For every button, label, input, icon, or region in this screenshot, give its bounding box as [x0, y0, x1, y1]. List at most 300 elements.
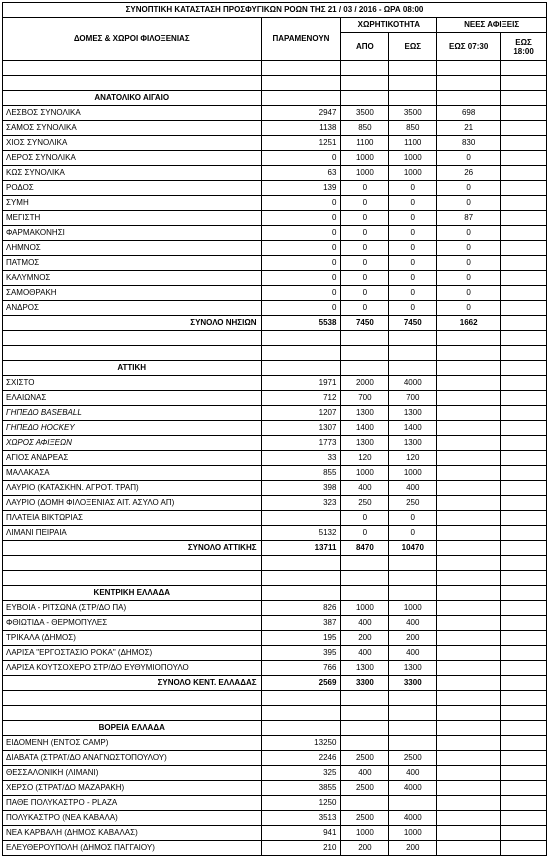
blank-cell	[501, 586, 547, 601]
blank-row	[3, 571, 547, 586]
capacity-from-value: 3500	[341, 106, 389, 121]
header-row-1	[3, 18, 547, 33]
arrivals-1800-value	[501, 676, 547, 691]
facility-name: ΜΕΓΙΣΤΗ	[3, 211, 262, 226]
facility-name: ΠΑΤΜΟΣ	[3, 256, 262, 271]
remaining-value: 13250	[261, 736, 341, 751]
capacity-from-value: 120	[341, 451, 389, 466]
capacity-from-value: 250	[341, 496, 389, 511]
arrivals-0730-value: 87	[437, 211, 501, 226]
table-row	[3, 526, 547, 541]
arrivals-0730-value	[437, 826, 501, 841]
capacity-to-value: 0	[389, 301, 437, 316]
table-row	[3, 841, 547, 856]
arrivals-1800-value	[501, 376, 547, 391]
blank-cell	[261, 91, 341, 106]
section-header-row	[3, 361, 547, 376]
arrivals-1800-value	[501, 766, 547, 781]
table-row	[3, 166, 547, 181]
capacity-from-value	[341, 796, 389, 811]
capacity-to-value: 0	[389, 511, 437, 526]
facility-name: ΕΛΑΙΩΝΑΣ	[3, 391, 262, 406]
sheet-title: ΣΥΝΟΠΤΙΚΗ ΚΑΤΑΣΤΑΣΗ ΠΡΟΣΦΥΓΙΚΩΝ ΡΟΩΝ ΤΗΣ 21 / 03 / 2016 - ΩΡΑ 08:00	[3, 3, 547, 18]
table-row	[3, 406, 547, 421]
facility-name: ΓΗΠΕΔΟ HOCKEY	[3, 421, 262, 436]
blank-cell	[437, 721, 501, 736]
arrivals-1800-value	[501, 751, 547, 766]
facility-name: ΕΥΒΟΙΑ - ΡΙΤΣΩΝΑ (ΣΤΡ/ΔΟ ΠΑ)	[3, 601, 262, 616]
capacity-from-value: 1300	[341, 661, 389, 676]
blank-cell	[3, 346, 262, 361]
remaining-value: 1307	[261, 421, 341, 436]
capacity-to-value: 0	[389, 181, 437, 196]
facility-name: ΛΑΥΡΙΟ (ΔΟΜΗ ΦΙΛΟΞΕΝΙΑΣ ΑΙΤ. ΑΣΥΛΟ ΑΠ)	[3, 496, 262, 511]
remaining-value: 1773	[261, 436, 341, 451]
arrivals-1800-value	[501, 391, 547, 406]
arrivals-0730-value	[437, 796, 501, 811]
arrivals-1800-value	[501, 181, 547, 196]
remaining-value: 0	[261, 151, 341, 166]
table-row	[3, 751, 547, 766]
arrivals-0730-value	[437, 376, 501, 391]
facility-name: ΝΕΑ ΚΑΡΒΑΛΗ (ΔΗΜΟΣ ΚΑΒΑΛΑΣ)	[3, 826, 262, 841]
blank-cell	[501, 91, 547, 106]
facility-name: ΣΧΙΣΤΟ	[3, 376, 262, 391]
blank-cell	[3, 76, 262, 91]
arrivals-1800-value	[501, 526, 547, 541]
blank-cell	[261, 556, 341, 571]
header-until-0730: ΕΩΣ 07:30	[437, 33, 501, 61]
remaining-value	[261, 511, 341, 526]
remaining-value: 63	[261, 166, 341, 181]
facility-name: ΕΛΕΥΘΕΡΟΥΠΟΛΗ (ΔΗΜΟΣ ΠΑΓΓΑΙΟΥ)	[3, 841, 262, 856]
blank-cell	[3, 61, 262, 76]
capacity-from-value: 1000	[341, 601, 389, 616]
arrivals-1800-value	[501, 511, 547, 526]
facility-name: ΛΕΣΒΟΣ ΣΥΝΟΛΙΚΑ	[3, 106, 262, 121]
blank-cell	[437, 571, 501, 586]
remaining-value: 1251	[261, 136, 341, 151]
facility-name: ΚΑΛΥΜΝΟΣ	[3, 271, 262, 286]
arrivals-1800-value	[501, 481, 547, 496]
arrivals-0730-value: 0	[437, 196, 501, 211]
blank-cell	[501, 346, 547, 361]
arrivals-1800-value	[501, 736, 547, 751]
capacity-from-value: 1000	[341, 166, 389, 181]
arrivals-1800-value	[501, 661, 547, 676]
capacity-from-value: 1300	[341, 436, 389, 451]
capacity-from-value: 0	[341, 211, 389, 226]
facility-name: ΛΑΡΙΣΑ "ΕΡΓΟΣΤΑΣΙΟ ΡΟΚΑ" (ΔΗΜΟΣ)	[3, 646, 262, 661]
table-row	[3, 151, 547, 166]
blank-cell	[261, 61, 341, 76]
remaining-value: 712	[261, 391, 341, 406]
capacity-to-value: 7450	[389, 316, 437, 331]
blank-cell	[437, 691, 501, 706]
remaining-value: 3855	[261, 781, 341, 796]
table-row	[3, 391, 547, 406]
remaining-value: 0	[261, 241, 341, 256]
capacity-to-value: 200	[389, 631, 437, 646]
blank-cell	[501, 556, 547, 571]
capacity-to-value: 400	[389, 646, 437, 661]
section-header-row	[3, 586, 547, 601]
capacity-to-value: 120	[389, 451, 437, 466]
blank-cell	[3, 556, 262, 571]
capacity-from-value: 0	[341, 226, 389, 241]
total-row	[3, 541, 547, 556]
blank-cell	[341, 76, 389, 91]
arrivals-0730-value	[437, 496, 501, 511]
blank-cell	[389, 556, 437, 571]
facility-name: ΑΝΔΡΟΣ	[3, 301, 262, 316]
table-row	[3, 451, 547, 466]
blank-cell	[501, 691, 547, 706]
remaining-value: 13711	[261, 541, 341, 556]
blank-cell	[341, 691, 389, 706]
arrivals-1800-value	[501, 136, 547, 151]
arrivals-1800-value	[501, 151, 547, 166]
remaining-value: 387	[261, 616, 341, 631]
remaining-value: 2947	[261, 106, 341, 121]
remaining-value: 0	[261, 226, 341, 241]
capacity-to-value: 400	[389, 766, 437, 781]
arrivals-0730-value	[437, 421, 501, 436]
capacity-to-value	[389, 796, 437, 811]
table-row	[3, 661, 547, 676]
table-row	[3, 781, 547, 796]
table-row	[3, 181, 547, 196]
capacity-from-value	[341, 736, 389, 751]
arrivals-1800-value	[501, 646, 547, 661]
remaining-value: 0	[261, 271, 341, 286]
arrivals-0730-value	[437, 391, 501, 406]
arrivals-1800-value	[501, 226, 547, 241]
arrivals-0730-value: 26	[437, 166, 501, 181]
section-title: ΑΤΤΙΚΗ	[3, 361, 262, 376]
facility-name: ΚΩΣ ΣΥΝΟΛΙΚΑ	[3, 166, 262, 181]
capacity-from-value: 400	[341, 481, 389, 496]
arrivals-0730-value: 0	[437, 301, 501, 316]
capacity-to-value: 1300	[389, 436, 437, 451]
section-header-row	[3, 91, 547, 106]
blank-cell	[501, 361, 547, 376]
table-row	[3, 811, 547, 826]
arrivals-0730-value: 698	[437, 106, 501, 121]
blank-cell	[501, 721, 547, 736]
arrivals-1800-value	[501, 196, 547, 211]
remaining-value: 1971	[261, 376, 341, 391]
table-row	[3, 196, 547, 211]
remaining-value: 0	[261, 301, 341, 316]
remaining-value: 1138	[261, 121, 341, 136]
remaining-value: 33	[261, 451, 341, 466]
blank-cell	[501, 61, 547, 76]
blank-cell	[389, 61, 437, 76]
table-row	[3, 256, 547, 271]
arrivals-0730-value	[437, 541, 501, 556]
remaining-value: 195	[261, 631, 341, 646]
facility-name: ΔΙΑΒΑΤΑ (ΣΤΡΑΤ/ΔΟ ΑΝΑΓΝΩΣΤΟΠΟΥΛΟΥ)	[3, 751, 262, 766]
arrivals-1800-value	[501, 241, 547, 256]
blank-cell	[261, 361, 341, 376]
capacity-to-value: 1300	[389, 661, 437, 676]
arrivals-0730-value: 0	[437, 256, 501, 271]
arrivals-1800-value	[501, 421, 547, 436]
blank-cell	[389, 331, 437, 346]
arrivals-1800-value	[501, 301, 547, 316]
blank-cell	[341, 721, 389, 736]
remaining-value: 0	[261, 286, 341, 301]
facility-name: ΓΗΠΕΔΟ BASEBALL	[3, 406, 262, 421]
capacity-to-value: 3300	[389, 676, 437, 691]
remaining-value: 855	[261, 466, 341, 481]
blank-row	[3, 691, 547, 706]
capacity-from-value: 1000	[341, 826, 389, 841]
blank-cell	[341, 706, 389, 721]
capacity-from-value: 400	[341, 646, 389, 661]
facility-name: ΜΑΛΑΚΑΣΑ	[3, 466, 262, 481]
blank-row	[3, 61, 547, 76]
facility-name: ΘΕΣΣΑΛΟΝΙΚΗ (ΛΙΜΑΝΙ)	[3, 766, 262, 781]
title-row	[3, 3, 547, 18]
arrivals-0730-value	[437, 646, 501, 661]
total-row	[3, 676, 547, 691]
capacity-from-value: 0	[341, 271, 389, 286]
capacity-from-value: 1000	[341, 466, 389, 481]
arrivals-0730-value	[437, 511, 501, 526]
facility-name: ΛΑΥΡΙΟ (ΚΑΤΑΣΚΗΝ. ΑΓΡΟΤ. ΤΡΑΠ)	[3, 481, 262, 496]
arrivals-0730-value: 0	[437, 151, 501, 166]
arrivals-0730-value	[437, 841, 501, 856]
remaining-value: 139	[261, 181, 341, 196]
facility-name: ΣΑΜΟΘΡΑΚΗ	[3, 286, 262, 301]
remaining-value: 5132	[261, 526, 341, 541]
remaining-value: 210	[261, 841, 341, 856]
arrivals-0730-value	[437, 676, 501, 691]
capacity-from-value: 2000	[341, 376, 389, 391]
blank-cell	[389, 76, 437, 91]
blank-cell	[437, 556, 501, 571]
capacity-to-value: 10470	[389, 541, 437, 556]
blank-cell	[501, 331, 547, 346]
capacity-from-value: 0	[341, 196, 389, 211]
remaining-value: 2246	[261, 751, 341, 766]
arrivals-1800-value	[501, 616, 547, 631]
arrivals-1800-value	[501, 106, 547, 121]
section-title: ΚΕΝΤΡΙΚΗ ΕΛΛΑΔΑ	[3, 586, 262, 601]
capacity-to-value: 1000	[389, 151, 437, 166]
capacity-from-value: 1000	[341, 151, 389, 166]
section-header-row	[3, 721, 547, 736]
blank-cell	[389, 91, 437, 106]
arrivals-0730-value	[437, 766, 501, 781]
facility-name: ΛΙΜΑΝΙ ΠΕΙΡΑΙΑ	[3, 526, 262, 541]
blank-cell	[389, 571, 437, 586]
capacity-from-value: 400	[341, 616, 389, 631]
arrivals-0730-value: 0	[437, 181, 501, 196]
blank-cell	[437, 91, 501, 106]
blank-cell	[261, 331, 341, 346]
capacity-from-value: 0	[341, 511, 389, 526]
capacity-to-value: 0	[389, 211, 437, 226]
header-facilities: ΔΟΜΕΣ & ΧΩΡΟΙ ΦΙΛΟΞΕΝΙΑΣ	[3, 18, 262, 61]
table-row	[3, 301, 547, 316]
arrivals-1800-value	[501, 541, 547, 556]
arrivals-0730-value: 0	[437, 271, 501, 286]
capacity-from-value: 7450	[341, 316, 389, 331]
table-row	[3, 436, 547, 451]
arrivals-1800-value	[501, 496, 547, 511]
blank-cell	[261, 721, 341, 736]
arrivals-1800-value	[501, 286, 547, 301]
blank-cell	[389, 691, 437, 706]
blank-cell	[341, 361, 389, 376]
table-row	[3, 766, 547, 781]
arrivals-0730-value	[437, 616, 501, 631]
arrivals-1800-value	[501, 166, 547, 181]
facility-name: ΦΑΡΜΑΚΟΝΗΣΙ	[3, 226, 262, 241]
facility-name: ΡΟΔΟΣ	[3, 181, 262, 196]
blank-cell	[261, 571, 341, 586]
arrivals-0730-value	[437, 481, 501, 496]
table-row	[3, 511, 547, 526]
facility-name: ΕΙΔΟΜΕΝΗ (ΕΝΤΟΣ CAMP)	[3, 736, 262, 751]
blank-cell	[437, 361, 501, 376]
capacity-to-value: 0	[389, 271, 437, 286]
arrivals-0730-value	[437, 526, 501, 541]
remaining-value: 3513	[261, 811, 341, 826]
arrivals-1800-value	[501, 631, 547, 646]
facility-name: ΣΥΜΗ	[3, 196, 262, 211]
capacity-to-value: 0	[389, 226, 437, 241]
capacity-to-value: 1000	[389, 166, 437, 181]
blank-cell	[437, 61, 501, 76]
table-row	[3, 736, 547, 751]
remaining-value: 826	[261, 601, 341, 616]
arrivals-0730-value	[437, 751, 501, 766]
arrivals-0730-value	[437, 631, 501, 646]
capacity-to-value: 200	[389, 841, 437, 856]
facility-name: ΛΕΡΟΣ ΣΥΝΟΛΙΚΑ	[3, 151, 262, 166]
capacity-to-value: 0	[389, 241, 437, 256]
capacity-from-value: 200	[341, 841, 389, 856]
capacity-from-value: 0	[341, 241, 389, 256]
blank-row	[3, 556, 547, 571]
capacity-from-value: 3300	[341, 676, 389, 691]
remaining-value: 0	[261, 211, 341, 226]
facility-name: ΧΙΟΣ ΣΥΝΟΛΙΚΑ	[3, 136, 262, 151]
capacity-to-value: 1000	[389, 601, 437, 616]
blank-cell	[3, 331, 262, 346]
blank-cell	[501, 706, 547, 721]
blank-cell	[437, 346, 501, 361]
remaining-value: 325	[261, 766, 341, 781]
header-until-1800: ΕΩΣ 18:00	[501, 33, 547, 61]
arrivals-1800-value	[501, 811, 547, 826]
blank-cell	[437, 586, 501, 601]
capacity-from-value: 1400	[341, 421, 389, 436]
capacity-to-value: 2500	[389, 751, 437, 766]
blank-cell	[437, 76, 501, 91]
blank-cell	[341, 331, 389, 346]
table-row	[3, 421, 547, 436]
capacity-to-value: 4000	[389, 781, 437, 796]
capacity-to-value: 1400	[389, 421, 437, 436]
capacity-to-value: 250	[389, 496, 437, 511]
arrivals-0730-value: 0	[437, 241, 501, 256]
facility-name: ΛΗΜΝΟΣ	[3, 241, 262, 256]
table-row	[3, 481, 547, 496]
capacity-to-value: 1000	[389, 826, 437, 841]
capacity-from-value: 1100	[341, 136, 389, 151]
blank-cell	[389, 706, 437, 721]
remaining-value: 323	[261, 496, 341, 511]
facility-name: ΧΕΡΣΟ (ΣΤΡΑΤ/ΔΟ ΜΑΖΑΡΑΚΗ)	[3, 781, 262, 796]
blank-cell	[261, 706, 341, 721]
blank-cell	[341, 61, 389, 76]
arrivals-1800-value	[501, 796, 547, 811]
total-row	[3, 316, 547, 331]
remaining-value: 1250	[261, 796, 341, 811]
remaining-value: 0	[261, 196, 341, 211]
table-row	[3, 646, 547, 661]
capacity-to-value: 0	[389, 256, 437, 271]
capacity-from-value: 0	[341, 301, 389, 316]
arrivals-1800-value	[501, 316, 547, 331]
table-row	[3, 616, 547, 631]
arrivals-1800-value	[501, 121, 547, 136]
capacity-from-value: 700	[341, 391, 389, 406]
capacity-to-value: 0	[389, 526, 437, 541]
remaining-value: 5538	[261, 316, 341, 331]
arrivals-0730-value: 0	[437, 226, 501, 241]
capacity-from-value: 0	[341, 286, 389, 301]
arrivals-0730-value	[437, 406, 501, 421]
blank-cell	[389, 721, 437, 736]
facility-name: ΠΛΑΤΕΙΑ ΒΙΚΤΩΡΙΑΣ	[3, 511, 262, 526]
facility-name: ΦΘΙΩΤΙΔΑ - ΘΕΡΜΟΠΥΛΕΣ	[3, 616, 262, 631]
blank-cell	[261, 76, 341, 91]
capacity-to-value: 1100	[389, 136, 437, 151]
capacity-from-value: 0	[341, 181, 389, 196]
capacity-to-value: 0	[389, 286, 437, 301]
arrivals-1800-value	[501, 451, 547, 466]
status-table	[2, 2, 547, 856]
remaining-value: 766	[261, 661, 341, 676]
capacity-from-value: 850	[341, 121, 389, 136]
blank-cell	[3, 571, 262, 586]
arrivals-1800-value	[501, 466, 547, 481]
capacity-to-value	[389, 736, 437, 751]
table-row	[3, 226, 547, 241]
arrivals-0730-value	[437, 436, 501, 451]
capacity-from-value: 0	[341, 526, 389, 541]
remaining-value: 398	[261, 481, 341, 496]
arrivals-1800-value	[501, 436, 547, 451]
capacity-from-value: 2500	[341, 811, 389, 826]
arrivals-0730-value	[437, 811, 501, 826]
total-label: ΣΥΝΟΛΟ ΑΤΤΙΚΗΣ	[3, 541, 262, 556]
arrivals-1800-value	[501, 211, 547, 226]
arrivals-0730-value: 21	[437, 121, 501, 136]
blank-cell	[341, 556, 389, 571]
capacity-to-value: 850	[389, 121, 437, 136]
arrivals-0730-value	[437, 736, 501, 751]
arrivals-1800-value	[501, 826, 547, 841]
capacity-to-value: 400	[389, 481, 437, 496]
table-row	[3, 496, 547, 511]
